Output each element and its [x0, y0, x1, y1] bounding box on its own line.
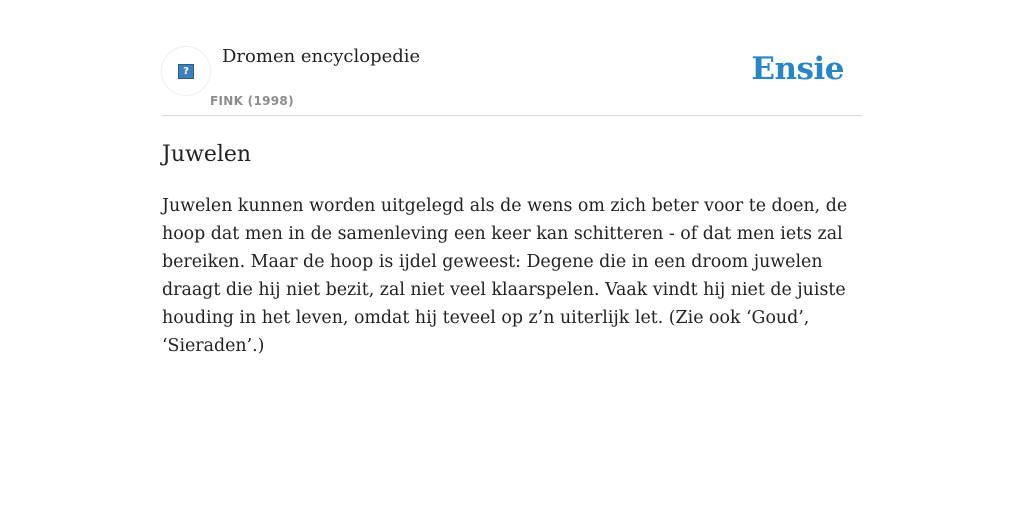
source-title[interactable]: Dromen encyclopedie: [222, 46, 421, 67]
source-meta: FINK (1998): [210, 94, 294, 108]
ensie-logo[interactable]: Ensie: [751, 51, 844, 87]
source-thumbnail[interactable]: [162, 47, 210, 95]
entry-title: Juwelen: [162, 142, 252, 167]
entry-body: Juwelen kunnen worden uitgelegd als de wens om zich beter voor te doen, de hoop dat men in de samenleving een keer kan schitteren - of dat men iets zal bereiken. Maar de hoop is ijdel geweest: Degene die in een droom juwelen draagt die hij niet bezit, zal niet veel klaarspelen. Vaak vindt hij niet de juiste houding in het leven, omdat hij teveel op z’n uiterlijk let. (Zie ook ‘Goud’, ‘Sieraden’.): [162, 196, 848, 356]
question-book-icon: ?: [178, 64, 194, 79]
entry-card: [162, 40, 862, 360]
source-header: [162, 40, 862, 116]
